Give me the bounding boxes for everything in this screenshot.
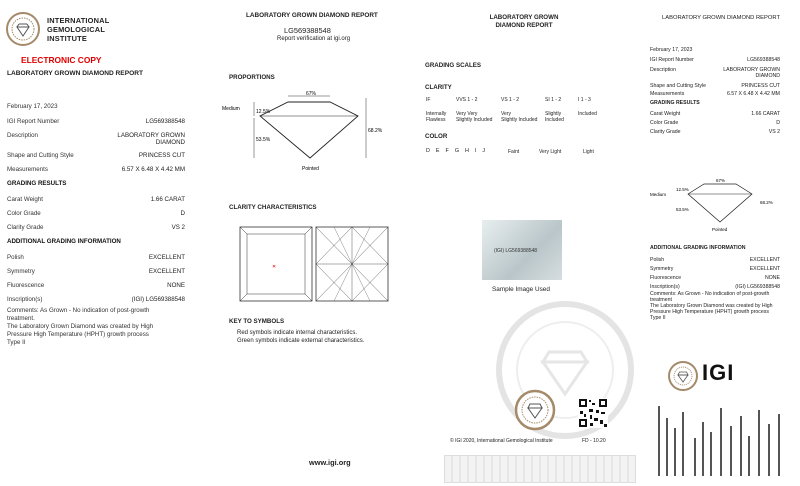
proportions-heading: PROPORTIONS — [229, 74, 275, 81]
security-strip — [444, 455, 636, 483]
row-fluorescence: Fluorescence NONE — [7, 282, 185, 289]
right-row-color: Color Grade D — [650, 120, 780, 126]
verification-text: Report verification at igi.org — [277, 36, 351, 42]
clarity-plot — [239, 226, 389, 304]
right-row-fluorescence: Fluorescence NONE — [650, 275, 780, 281]
clarity-grade-vs: VS 1 - 2 — [501, 97, 520, 103]
right-row-description: Description LABORATORY GROWN DIAMOND — [650, 67, 780, 79]
qr-code-icon[interactable] — [578, 398, 608, 428]
org-name: INTERNATIONAL GEMOLOGICAL INSTITUTE — [47, 16, 110, 43]
right-row-clarity: Clarity Grade VS 2 — [650, 129, 780, 135]
rotated-mini-report — [652, 398, 792, 480]
right-depth-percent: 68.2% — [760, 200, 773, 205]
report-title: LABORATORY GROWN DIAMOND REPORT — [7, 70, 144, 77]
clarity-characteristics-heading: CLARITY CHARACTERISTICS — [229, 204, 317, 211]
row-symmetry: Symmetry EXCELLENT — [7, 268, 185, 275]
report-date: February 17, 2023 — [7, 103, 58, 110]
right-girdle-label: Medium — [650, 192, 667, 197]
row-carat: Carat Weight 1.66 CARAT — [7, 196, 185, 203]
right-seal-icon — [668, 361, 698, 391]
right-row-shape: Shape and Cutting Style PRINCESS CUT — [650, 83, 780, 89]
clarity-grade-vvs: VVS 1 - 2 — [456, 97, 478, 103]
igi-seal-icon — [6, 12, 40, 46]
right-row-polish: Polish EXCELLENT — [650, 257, 780, 263]
depth-percent: 68.2% — [368, 128, 383, 134]
right-comments-block: Comments: As Grown - No indication of post-growth treatment The Laboratory Grown Diamond was created by High Pressure High Temperature (HPHT) growth process Type II — [650, 291, 773, 321]
right-pavilion-percent: 53.5% — [676, 207, 689, 212]
clarity-grade-si: SI 1 - 2 — [545, 97, 562, 103]
row-shape: Shape and Cutting Style PRINCESS CUT — [7, 152, 185, 159]
key-lines: Red symbols indicate internal characteristics. Green symbols indicate external characteristics. — [237, 330, 365, 344]
pavilion-percent: 53.5% — [256, 137, 271, 143]
website-link: www.igi.org — [309, 458, 351, 467]
right-row-inscription: Inscription(s) (IGI) LG569388548 — [650, 284, 780, 290]
right-additional-heading: ADDITIONAL GRADING INFORMATION — [650, 245, 746, 251]
row-inscription: Inscription(s) (IGI) LG569388548 — [7, 296, 185, 303]
right-row-symmetry: Symmetry EXCELLENT — [650, 266, 780, 272]
row-report-number: IGI Report Number LG569388548 — [7, 118, 185, 125]
color-desc-faint: Faint — [508, 149, 520, 155]
copyright-text: © IGI 2020, International Gemological Institute — [450, 438, 553, 444]
inclusion-marker: ✕ — [272, 264, 277, 270]
right-title: LABORATORY GROWN DIAMOND REPORT — [662, 15, 780, 21]
clarity-desc-i: Included — [578, 111, 597, 117]
bottom-seal-icon — [515, 390, 555, 430]
color-grades: D E F G H I J — [426, 148, 486, 154]
right-crown-percent: 12.5% — [676, 187, 689, 192]
middle-title: LABORATORY GROWN DIAMOND REPORT — [246, 12, 378, 19]
girdle-label: Medium — [222, 106, 240, 112]
color-desc-light: Light — [583, 149, 594, 155]
grading-results-heading: GRADING RESULTS — [7, 180, 67, 187]
color-desc-very-light: Very Light — [539, 149, 562, 155]
right-row-carat: Carat Weight 1.66 CARAT — [650, 111, 780, 117]
right-grading-results: GRADING RESULTS — [650, 100, 700, 106]
right-date: February 17, 2023 — [650, 47, 693, 53]
color-scale-heading: COLOR — [425, 133, 448, 140]
sample-inscription-text: (IGI) LG569388548 — [494, 248, 538, 254]
clarity-desc-si: Slightly Included — [545, 111, 564, 123]
sample-inscription-image — [482, 220, 562, 280]
row-description: Description LABORATORY GROWN DIAMOND — [7, 132, 185, 146]
row-clarity: Clarity Grade VS 2 — [7, 224, 185, 231]
comments-block: Comments: As Grown - No indication of post-growth treatment. The Laboratory Grown Diamond was created by High Pressure High Temperature (HPHT) growth process Type II — [7, 307, 154, 346]
form-code: FD - 10.20 — [582, 438, 606, 444]
proportions-diagram — [218, 88, 383, 178]
clarity-desc-vvs: Very Very Slightly Included — [456, 111, 493, 123]
electronic-copy-label: ELECTRONIC COPY — [21, 55, 102, 65]
scales-title: LABORATORY GROWN DIAMOND REPORT — [489, 14, 559, 29]
crown-percent: 12.5% — [256, 109, 271, 115]
right-culet-label: Pointed — [712, 227, 728, 232]
right-table-percent: 67% — [716, 178, 726, 183]
clarity-grade-if: IF — [426, 97, 431, 103]
table-percent: 67% — [306, 91, 317, 97]
right-row-report-number: IGI Report Number LG569388548 — [650, 57, 780, 63]
clarity-desc-vs: Very Slightly Included — [501, 111, 538, 123]
key-to-symbols-heading: KEY TO SYMBOLS — [229, 318, 285, 325]
clarity-scale-heading: CLARITY — [425, 84, 452, 91]
culet-label: Pointed — [302, 166, 319, 172]
igi-logo-text: IGI — [702, 360, 735, 385]
right-proportions-diagram — [648, 174, 784, 236]
clarity-grade-i: I 1 - 3 — [578, 97, 591, 103]
additional-grading-heading: ADDITIONAL GRADING INFORMATION — [7, 238, 121, 245]
row-polish: Polish EXCELLENT — [7, 254, 185, 261]
row-color: Color Grade D — [7, 210, 185, 217]
sample-caption: Sample Image Used — [492, 286, 550, 293]
row-measurements: Measurements 6.57 X 6.48 X 4.42 MM — [7, 166, 185, 173]
clarity-desc-if: Internally Flawless — [426, 111, 447, 123]
left-report-panel — [0, 0, 205, 486]
middle-report-number: LG569388548 — [284, 26, 331, 35]
right-row-measurements: Measurements 6.57 X 6.48 X 4.42 MM — [650, 91, 780, 97]
grading-scales-heading: GRADING SCALES — [425, 62, 482, 69]
